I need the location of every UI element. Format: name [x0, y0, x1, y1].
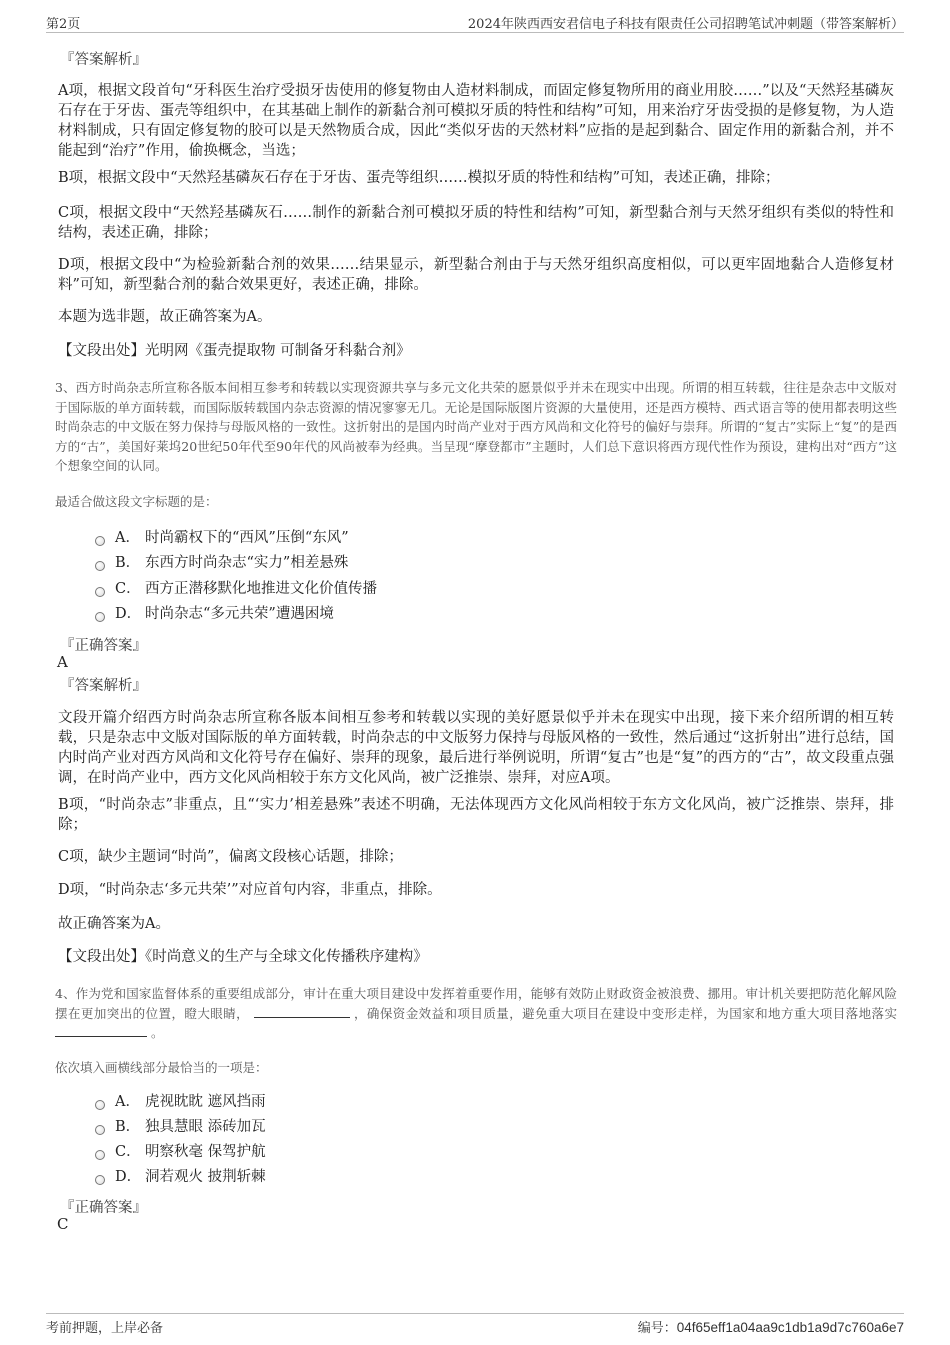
answer-conclusion: 本题为选非题，故正确答案为A。 [58, 309, 272, 325]
option-a[interactable] [95, 528, 349, 548]
code-value: 04f65eff1a04aa9c1db1a9d7c760a6e7 [676, 1320, 904, 1335]
option-text: 独具慧眼 添砖加瓦 [145, 1119, 266, 1135]
analysis-paragraph: C项，缺少主题词“时尚”，偏离文段核心话题，排除； [58, 849, 403, 865]
option-c[interactable] [95, 579, 377, 599]
stem-text: ，确保资金效益和项目质量，避免重大项目在建设中变形走样，为国家和地方重大项目落地落实 [353, 1005, 897, 1021]
correct-answer: C [57, 1215, 69, 1233]
analysis-paragraph: D项，“时尚杂志‘多元共荣’”对应首句内容，非重点，排除。 [58, 882, 442, 898]
analysis-paragraph: B项，“时尚杂志”非重点，且“‘实力’相差悬殊”表述不明确，无法体现西方文化风尚相较于东方文化风尚，被广泛推崇、崇拜，排除； [58, 797, 894, 833]
correct-answer-label: 『正确答案』 [60, 1200, 147, 1216]
option-d[interactable] [95, 604, 334, 624]
correct-answer-label: 『正确答案』 [60, 638, 147, 654]
source-citation: 【文段出处】《时尚意义的生产与全球文化传播秩序建构》 [58, 949, 428, 965]
option-text: 虎视眈眈 遮风挡雨 [145, 1094, 266, 1110]
radio-icon[interactable] [95, 1100, 105, 1110]
option-b[interactable] [95, 553, 348, 573]
page-footer [46, 1313, 904, 1342]
question-prompt: 依次填入画横线部分最恰当的一项是： [55, 1060, 268, 1075]
document-title: 2024年陕西西安君信电子科技有限责任公司招聘笔试冲刺题（带答案解析） [467, 17, 904, 32]
stem-text: 4、作为党和国家监督体系的重要组成部分，审计在重大项目建设中发挥着重要作用，能够有效防止财政资金被浪费、挪用。审计机关要把防范化解风险摆在更加突出的位置，瞪大眼睛， [55, 986, 897, 1021]
question-stem [55, 984, 897, 1043]
question-stem: 3、西方时尚杂志所宣称各版本间相互参考和转载以实现资源共享与多元文化共荣的愿景似乎并未在现实中出现。所谓的相互转载，往往是杂志中文版对于国际版的单方面转载，而国际版转载国内杂志资源的情况寥寥无几。无论是国际版图片资源的大量使用，还是西方模特、西式语言等的使用都表明这些时尚杂志的中文版在努力保持与母版风格的一致性。这折射出的是国内时尚产业对于西方风尚和文化符号的偏好与崇拜。所谓的“复古”实际上“复”的是西方的“古”，美国好莱坞20世纪50年代至90年代的风尚被奉为经典。当呈现“摩登都市”主题时，人们总下意识将西方现代性作为预设，建构出对“西方”这个想象空间的认同。 [55, 380, 897, 473]
footer-slogan: 考前押题，上岸必备 [46, 1321, 164, 1336]
document-code [638, 1317, 904, 1336]
fill-blank [254, 1005, 350, 1018]
option-letter: C． [115, 1144, 141, 1160]
radio-icon[interactable] [95, 1125, 105, 1135]
option-letter: A． [115, 1094, 140, 1110]
analysis-paragraph: 文段开篇介绍西方时尚杂志所宣称各版本间相互参考和转载以实现的美好愿景似乎并未在现实中出现，接下来介绍所谓的相互转载，只是杂志中文版对国际版的单方面转载，时尚杂志的中文版努力保持与母版风格的一致性，然后通过“这折射出”进行总结，国内时尚产业对西方风尚和文化符号存在偏好、崇拜的现象，最后进行举例说明，所谓“复古”也是“复”的西方的“古”，故文段重点强调，在时尚产业中，西方文化风尚相较于东方文化风尚，被广泛推崇、崇拜，对应A项。 [58, 710, 894, 786]
page-header [46, 10, 904, 33]
radio-icon[interactable] [95, 612, 105, 622]
page-number: 第2页 [46, 17, 81, 32]
question-prompt: 最适合做这段文字标题的是： [55, 494, 218, 509]
option-letter: C． [115, 581, 141, 597]
radio-icon[interactable] [95, 561, 105, 571]
option-text: 东西方时尚杂志“实力”相差悬殊 [145, 555, 349, 571]
radio-icon[interactable] [95, 1175, 105, 1185]
radio-icon[interactable] [95, 1150, 105, 1160]
option-text: 西方正潜移默化地推进文化价值传播 [145, 581, 377, 597]
option-letter: B． [115, 1119, 141, 1135]
stem-text: 。 [150, 1025, 164, 1040]
radio-icon[interactable] [95, 587, 105, 597]
radio-icon[interactable] [95, 536, 105, 546]
option-text: 明察秋毫 保驾护航 [145, 1144, 266, 1160]
source-citation: 【文段出处】光明网《蛋壳提取物 可制备牙科黏合剂》 [58, 343, 411, 359]
option-letter: A． [115, 530, 140, 546]
option-a[interactable] [95, 1092, 266, 1112]
correct-answer: A [57, 653, 68, 671]
analysis-paragraph: B项，根据文段中“天然羟基磷灰石存在于牙齿、蛋壳等组织……模拟牙质的特性和结构”可知，表述正确，排除； [58, 170, 780, 186]
option-text: 时尚杂志“多元共荣”遭遇困境 [145, 606, 334, 622]
analysis-label: 『答案解析』 [60, 52, 147, 68]
option-letter: D． [115, 606, 142, 622]
analysis-paragraph: A项，根据文段首句“牙科医生治疗受损牙齿使用的修复物由人造材料制成，而固定修复物所用的商业用胶……”以及“天然羟基磷灰石存在于牙齿、蛋壳等组织中，在其基础上制作的新黏合剂可模拟牙质的特性和结构”可知，用来治疗牙齿受损的是修复物，为人造材料制成，只有固定修复物的胶可以是天然物质合成，因此“类似牙齿的天然材料”应指的是起到黏合、固定作用的新黏合剂，并不能起到“治疗”作用，偷换概念，当选； [58, 83, 894, 159]
answer-conclusion: 故正确答案为A。 [58, 916, 170, 932]
option-text: 洞若观火 披荆斩棘 [145, 1169, 266, 1185]
fill-blank [55, 1024, 147, 1037]
analysis-paragraph: D项，根据文段中“为检验新黏合剂的效果……结果显示，新型黏合剂由于与天然牙组织高度相似，可以更牢固地黏合人造修复材料”可知，新型黏合剂的黏合效果更好，表述正确，排除。 [58, 257, 894, 293]
option-letter: D． [115, 1169, 142, 1185]
analysis-paragraph: C项，根据文段中“天然羟基磷灰石……制作的新黏合剂可模拟牙质的特性和结构”可知，新型黏合剂与天然牙组织有类似的特性和结构，表述正确，排除； [58, 205, 894, 241]
option-b[interactable] [95, 1117, 266, 1137]
code-label: 编号： [637, 1321, 677, 1336]
analysis-label: 『答案解析』 [60, 678, 147, 694]
option-letter: B． [115, 555, 141, 571]
option-d[interactable] [95, 1167, 266, 1187]
option-c[interactable] [95, 1142, 266, 1162]
option-text: 时尚霸权下的“西风”压倒“东风” [145, 530, 349, 546]
